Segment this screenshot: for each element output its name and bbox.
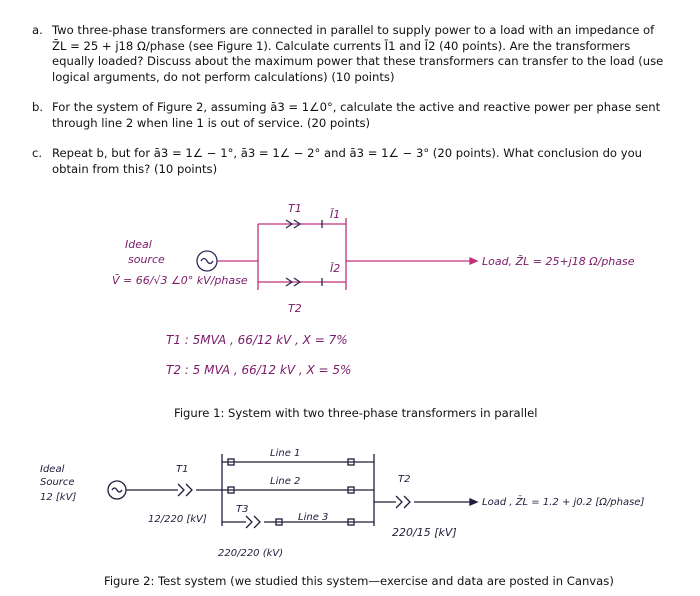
question-c-label: c. bbox=[32, 146, 43, 160]
figure2-t3-ratio: 220/220 (kV) bbox=[218, 548, 284, 559]
figure1-diagram bbox=[0, 198, 700, 408]
question-b bbox=[32, 100, 664, 131]
figure1-load-label: Load, Z̄L = 25+j18 Ω/phase bbox=[482, 255, 635, 268]
figure1-t2-data: T2 : 5 MVA , 66/12 kV , X = 5% bbox=[166, 363, 352, 377]
question-c bbox=[32, 146, 664, 177]
figure2-source-voltage: 12 [kV] bbox=[40, 492, 77, 503]
figure2-t1-label: T1 bbox=[176, 464, 189, 475]
figure1-source-label-1: Ideal bbox=[125, 238, 152, 251]
transformer-t3-icon bbox=[246, 516, 260, 528]
question-c-text: Repeat b, but for ā3 = 1∠ − 1°, ā3 = 1∠ − 2° and ā3 = 1∠ − 3° (20 points). What conclusion do you obtain from this? (10 points) bbox=[52, 146, 643, 176]
figure1-source-label-2: source bbox=[128, 253, 165, 266]
figure1-caption: Figure 1: System with two three-phase transformers in parallel bbox=[174, 406, 538, 420]
figure2-t2-label: T2 bbox=[398, 474, 411, 485]
question-b-label: b. bbox=[32, 100, 44, 114]
figure2-line3-label: Line 3 bbox=[298, 512, 329, 523]
transformer-t1-icon bbox=[178, 484, 192, 496]
question-a-text: Two three-phase transformers are connected in parallel to supply power to a load with an impedance of Z̄L = 25 + j18 Ω/phase (see Figure 1). Calculate currents Ī1 and Ī2 (40 points). Are the transformers equally loaded? Discuss about the maximum power that these transformers can transfer to the load (use logical arguments, do not perform calculations) (10 points) bbox=[52, 23, 664, 84]
question-a-label: a. bbox=[32, 23, 43, 37]
figure1-i1-label: Ī1 bbox=[330, 208, 341, 221]
figure1-voltage-label: V̄ = 66/√3 ∠0° kV/phase bbox=[112, 274, 248, 287]
figure2-diagram bbox=[0, 432, 700, 582]
question-b-text: For the system of Figure 2, assuming ā3 = 1∠0°, calculate the active and reactive power per phase sent through line 2 when line 1 is out of service. (20 points) bbox=[52, 100, 661, 130]
figure2-t1-ratio: 12/220 [kV] bbox=[148, 514, 207, 525]
figure1-t1-label: T1 bbox=[288, 202, 302, 215]
transformer-t2-icon bbox=[396, 496, 410, 508]
figure2-line2-label: Line 2 bbox=[270, 476, 301, 487]
figure1-i2-label: Ī2 bbox=[330, 262, 341, 275]
figure1-t2-label: T2 bbox=[288, 302, 302, 315]
figure2-t2-ratio: 220/15 [kV] bbox=[392, 526, 457, 539]
figure2-source-label-2: Source bbox=[40, 477, 75, 488]
figure2-t3-label: T3 bbox=[236, 504, 249, 515]
figure2-line1-label: Line 1 bbox=[270, 448, 301, 459]
figure2-source-label-1: Ideal bbox=[40, 464, 65, 475]
figure2-caption: Figure 2: Test system (we studied this system—exercise and data are posted in Canvas) bbox=[104, 574, 614, 588]
figure2-load-label: Load , Z̄L = 1.2 + j0.2 [Ω/phase] bbox=[482, 497, 645, 508]
figure1-t1-data: T1 : 5MVA , 66/12 kV , X = 7% bbox=[166, 333, 348, 347]
question-a bbox=[32, 23, 664, 85]
